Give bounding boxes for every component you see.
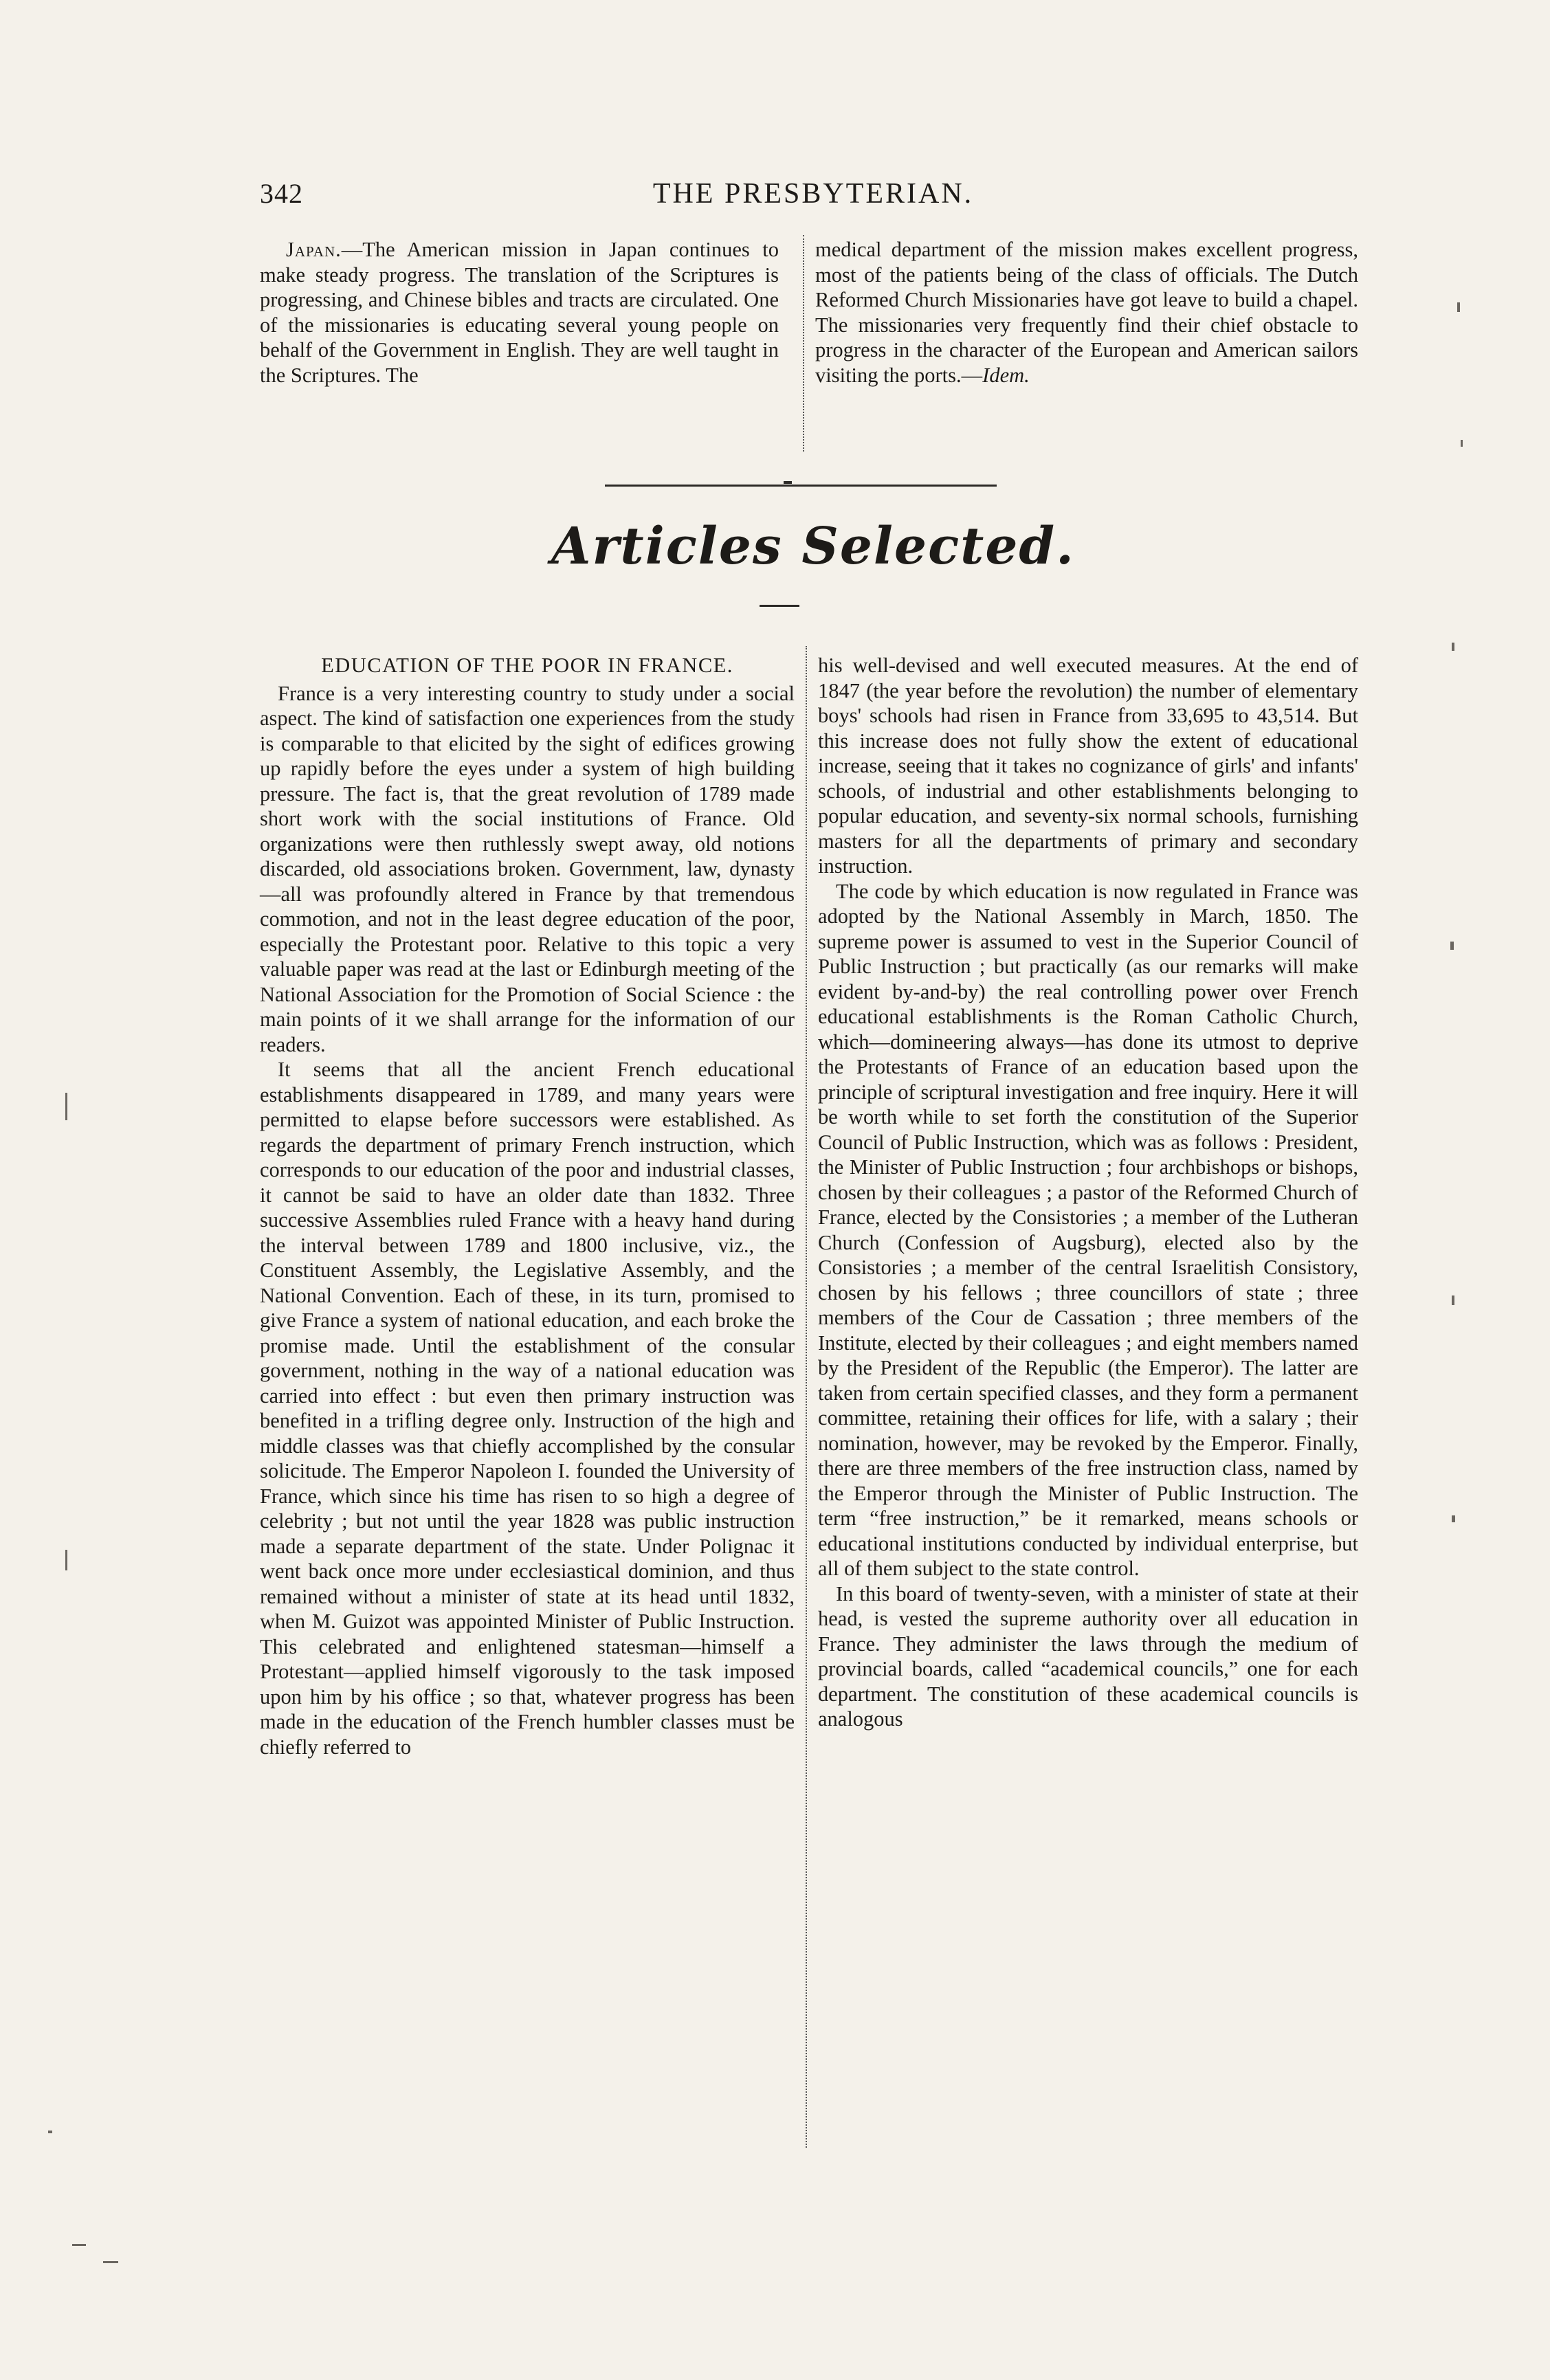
page-number: 342: [260, 178, 303, 209]
japan-notice-continuation: [815, 237, 1358, 388]
scan-speck: [48, 2131, 52, 2133]
scan-speck: [1452, 1515, 1455, 1522]
scan-speck: [65, 1550, 67, 1570]
japan-notice-source: Idem.: [982, 363, 1030, 387]
section-separator-mark: [784, 481, 792, 484]
japan-notice-right-column: [815, 237, 1358, 388]
scan-speck: [65, 1093, 67, 1120]
article-paragraph: In this board of twenty-seven, with a minister of state at their head, is vested the supreme authority over all education in France. They administer the laws through the medium of provincial boards, called “academical councils,” one for each department. The constitution of these academical councils is analogous: [818, 1581, 1358, 1731]
section-separator-rule: [605, 485, 997, 487]
column-divider-bottom: [806, 646, 807, 2148]
scan-speck: [1461, 440, 1463, 447]
scan-speck: [103, 2261, 118, 2263]
article-title: EDUCATION OF THE POOR IN FRANCE.: [321, 654, 733, 677]
scan-speck: [72, 2244, 86, 2246]
article-paragraph: The code by which education is now regulated in France was adopted by the National Assembly in March, 1850. The supreme power is assumed to vest in the Superior Council of Public Instruction ; but practically (as our remarks will make evident by-and-by) the real controlling power over French educational establishments is the Roman Catholic Church, which—domineering always—has done its utmost to deprive the Protestants of France of an education based upon the principle of scriptural investigation and free inquiry. Here it will be worth while to set forth the constitution of the Superior Council of Public Instruction, which was as follows : President, the Minister of Public Instruction ; four archbishops or bishops, chosen by their colleagues ; a pastor of the Reformed Church of France, elected by the Consistories ; a member of the Lutheran Church (Confession of Augsburg), elected also by the Consistories ; a member of the central Israelitish Consistory, chosen by his fellows ; three councillors of state ; three members of the Cour de Cassation ; three members of the Institute, elected by their colleagues ; and eight members named by the President of the Republic (the Emperor). The latter are taken from certain specified classes, and they form a permanent committee, retaining their offices for life, with a salary ; their nomination, however, may be revoked by the Emperor. Finally, there are three members of the free instruction class, named by the Emperor through the Minister of Public Instruction. The term “free instruction,” be it remarked, means schools or educational institutions conducted by individual enterprise, but all of them subject to the state control.: [818, 879, 1358, 1580]
japan-notice-text-right: medical department of the mission makes excellent progress, most of the patients being of the class of officials. The Dutch Reformed Church Missionaries have got leave to build a chapel. The missionaries very frequently find their chief obstacle to progress in the character of the European and American sailors visiting the ports.—: [815, 238, 1358, 387]
article-left-column: [260, 653, 795, 1759]
section-heading: Articles Selected.: [551, 517, 1075, 576]
japan-notice-left-column: [260, 237, 779, 388]
running-header: [260, 177, 1366, 219]
scan-speck: [1457, 302, 1460, 312]
article-right-column: [818, 653, 1358, 1732]
japan-notice-paragraph: [260, 237, 779, 388]
column-divider-top: [803, 235, 804, 452]
scan-speck: [1450, 942, 1454, 950]
article-paragraph: It seems that all the ancient French educational establishments disappeared in 1789, and many years were permitted to elapse before successors were established. As regards the department of primary French instruction, which corresponds to our education of the poor and industrial classes, it cannot be said to have an older date than 1832. Three successive Assemblies ruled France with a heavy hand during the interval between 1789 and 1800 inclusive, viz., the Constituent Assembly, the Legislative Assembly, and the National Convention. Each of these, in its turn, promised to give France a system of national education, and each broke the promise made. Until the establishment of the consular government, nothing in the way of a national education was carried into effect : but even then primary instruction was benefited in a trifling degree only. Instruction of the high and middle classes was that chiefly accomplished by the consular solicitude. The Emperor Napoleon I. founded the University of France, which since his time has risen to so high a degree of celebrity ; but not until the year 1828 was public instruction made a separate department of the state. Under Polignac it went back once more under ecclesiastical dominion, and thus remained without a minister of state at its head until 1832, when M. Guizot was appointed Minister of Public Instruction. This celebrated and enlightened statesman—himself a Protestant—applied himself vigorously to the task imposed upon him by his office ; so that, whatever progress has been made in the education of the French humbler classes must be chiefly referred to: [260, 1058, 795, 1759]
running-title: THE PRESBYTERIAN.: [652, 178, 974, 210]
article-paragraph: France is a very interesting country to study under a social aspect. The kind of satisfaction one experiences from the study is comparable to that elicited by the sight of edifices growing up rapidly before the eyes under a system of high building pressure. The fact is, that the great revolution of 1789 made short work with the social institutions of France. Old organizations were then ruthlessly swept away, old notions discarded, old associations broken. Government, law, dynasty—all was profoundly altered in France by that tremendous commotion, and not in the least degree education of the poor, especially the Protestant poor. Relative to this topic a very valuable paper was read at the last or Edinburgh meeting of the National Association for the Promotion of Social Science : the main points of it we shall arrange for the information of our readers.: [260, 681, 795, 1056]
japan-notice-lead: Japan.: [286, 238, 342, 261]
article-paragraph: his well-devised and well executed measures. At the end of 1847 (the year before the revolution) the number of elementary boys' schools had risen in France from 33,695 to 43,514. But this increase does not fully show the extent of educational increase, seeing that it takes no cognizance of girls' and infants' schools, of industrial and other establishments belonging to popular education, and seventy-six normal schools, furnishing masters for all the departments of primary and secondary instruction.: [818, 654, 1358, 878]
scan-speck: [1452, 643, 1454, 651]
japan-notice-text-left: —The American mission in Japan continues to make steady progress. The translation of the Scriptures is progressing, and Chinese bibles and tracts are circulated. One of the missionaries is educating several young people on behalf of the Government in English. They are well taught in the Scriptures. The: [260, 238, 779, 387]
heading-underline-rule: [760, 605, 799, 607]
scan-speck: [1452, 1295, 1454, 1305]
